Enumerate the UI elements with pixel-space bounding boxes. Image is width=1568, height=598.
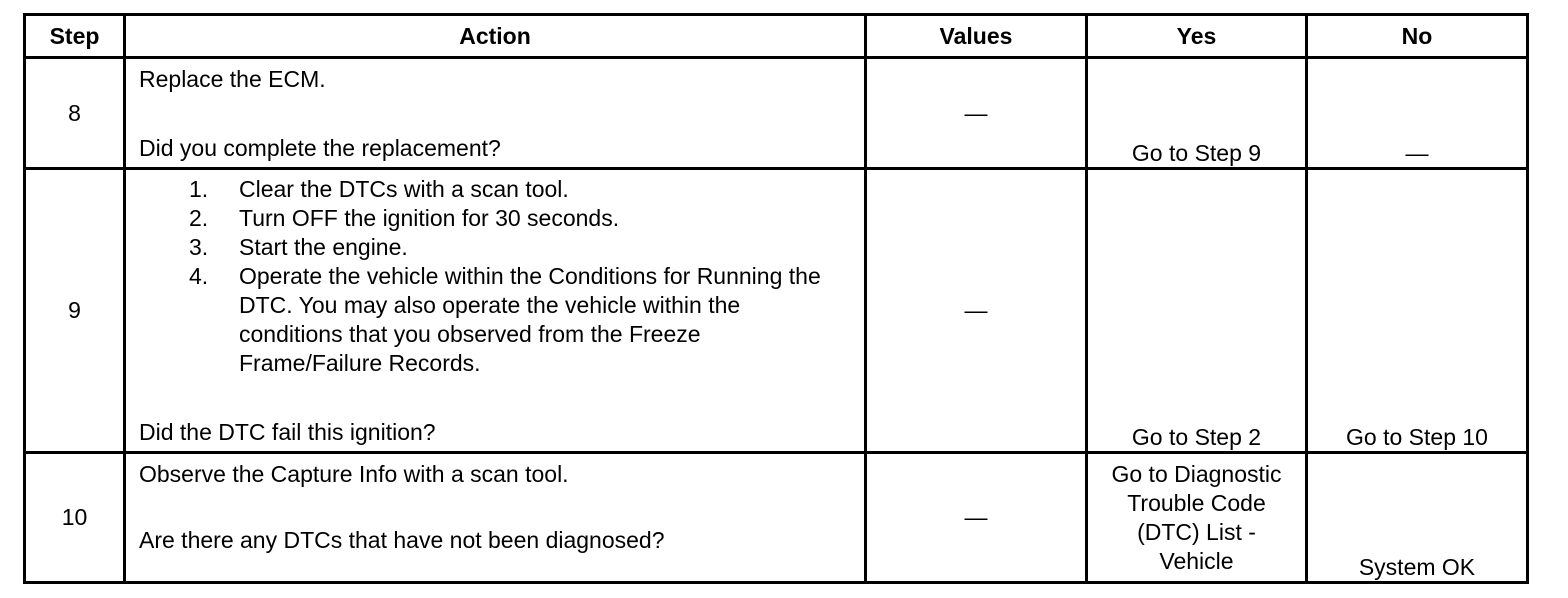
yes-link[interactable]: Go to Step 9 bbox=[1087, 58, 1307, 169]
action-question: Did the DTC fail this ignition? bbox=[139, 419, 436, 445]
no-link[interactable]: Go to Step 10 bbox=[1307, 169, 1528, 453]
header-values: Values bbox=[866, 15, 1087, 58]
header-step: Step bbox=[25, 15, 125, 58]
procedure-step: 1. Clear the DTCs with a scan tool. bbox=[189, 176, 569, 202]
header-yes: Yes bbox=[1087, 15, 1307, 58]
table-row-step-10 bbox=[25, 453, 1528, 583]
procedure-step: 3. Start the engine. bbox=[189, 234, 408, 260]
procedure-step: 2. Turn OFF the ignition for 30 seconds. bbox=[189, 205, 620, 231]
action-cell bbox=[125, 169, 866, 453]
header-no: No bbox=[1307, 15, 1528, 58]
action-cell bbox=[125, 58, 866, 169]
values-cell: — bbox=[866, 58, 1087, 169]
step-number: 8 bbox=[25, 58, 125, 169]
action-text: Replace the ECM. bbox=[139, 66, 326, 92]
action-cell bbox=[125, 453, 866, 583]
diagnostic-table bbox=[23, 13, 1529, 584]
action-question: Are there any DTCs that have not been diagnosed? bbox=[139, 527, 665, 553]
table-row-step-9 bbox=[25, 169, 1528, 453]
action-question: Did you complete the replacement? bbox=[139, 135, 501, 161]
yes-link[interactable]: Go to Diagnostic Trouble Code (DTC) List - Vehicle bbox=[1087, 453, 1307, 583]
no-cell: — bbox=[1307, 58, 1528, 169]
header-row bbox=[25, 15, 1528, 58]
header-action: Action bbox=[125, 15, 866, 58]
procedure-step: 4. Operate the vehicle within the Conditions for Running the DTC. You may also operate the vehicle within the conditions that you observed from the Freeze Frame/Failure Records. bbox=[189, 263, 821, 376]
action-text: Observe the Capture Info with a scan tool. bbox=[139, 461, 569, 487]
step-number: 10 bbox=[25, 453, 125, 583]
table-row-step-8 bbox=[25, 58, 1528, 169]
step-number: 9 bbox=[25, 169, 125, 453]
values-cell: — bbox=[866, 169, 1087, 453]
values-cell: — bbox=[866, 453, 1087, 583]
yes-link[interactable]: Go to Step 2 bbox=[1087, 169, 1307, 453]
no-cell: System OK bbox=[1307, 453, 1528, 583]
procedure-list bbox=[139, 175, 852, 378]
